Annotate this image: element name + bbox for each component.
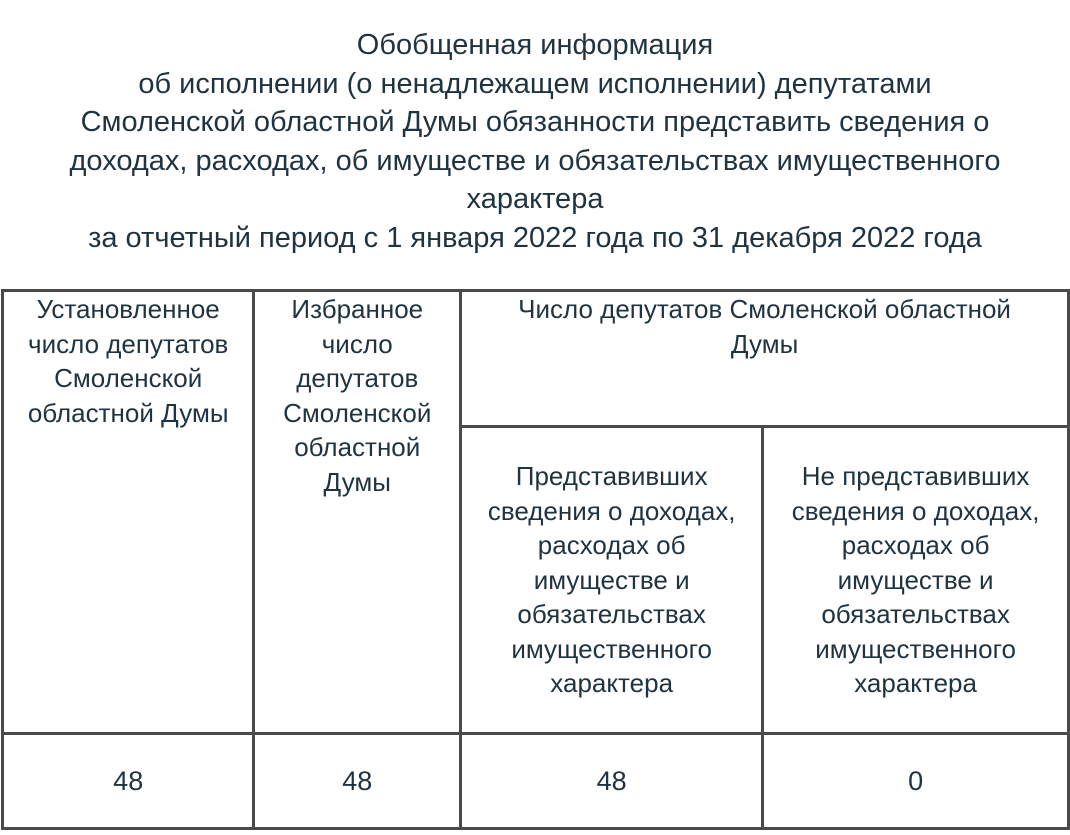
- value-established: 48: [3, 734, 254, 829]
- deputies-report-table: [1, 289, 1070, 830]
- value-not-submitted: 0: [763, 734, 1069, 829]
- header-submitted: Представивших сведения о доходах, расходах об имуществе и обязательствах имущественного характера: [461, 427, 763, 734]
- header-established-count: Установленное число депутатов Смоленской областной Думы: [3, 291, 254, 734]
- title-line: характера: [466, 183, 604, 216]
- header-not-submitted: Не представивших сведения о доходах, расходах об имуществе и обязательствах имущественного характера: [763, 427, 1069, 734]
- value-submitted: 48: [461, 734, 763, 829]
- document-title: [0, 26, 1070, 258]
- value-elected: 48: [254, 734, 461, 829]
- title-line: Смоленской областной Думы обязанности представить сведения о: [80, 106, 990, 139]
- title-line: за отчетный период с 1 января 2022 года по 31 декабря 2022 года: [88, 221, 982, 254]
- title-line: об исполнении (о ненадлежащем исполнении) депутатами: [138, 67, 932, 100]
- header-elected-count: Избранное число депутатов Смоленской областной Думы: [254, 291, 461, 734]
- table-row: [3, 734, 1069, 829]
- title-line: доходах, расходах, об имуществе и обязательствах имущественного: [69, 144, 1001, 177]
- title-line: Обобщенная информация: [356, 29, 714, 61]
- header-deputies-group: Число депутатов Смоленской областной Думы: [461, 291, 1069, 427]
